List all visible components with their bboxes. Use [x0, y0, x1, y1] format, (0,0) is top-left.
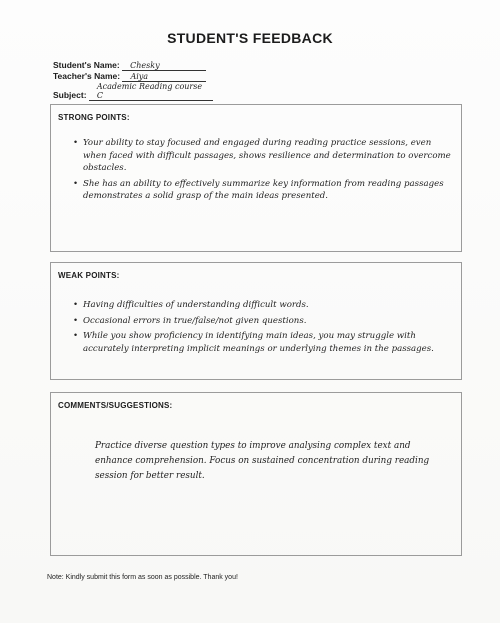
list-item: • Having difficulties of understanding difficult words.: [73, 299, 451, 312]
footer-note: Note: Kindly submit this form as soon as possible. Thank you!: [47, 574, 238, 581]
subject-row: [53, 82, 213, 101]
list-item: • While you show proficiency in identifying main ideas, you may struggle with accurately interpreting implicit meanings or underlying themes in the passages.: [73, 330, 451, 355]
teacher-name-value: Aiya: [122, 72, 206, 82]
strong-points-list: [73, 137, 451, 206]
form-title: STUDENT'S FEEDBACK: [167, 30, 333, 46]
weak-points-list: [73, 299, 451, 358]
student-name-value: Chesky: [122, 61, 206, 71]
comments-box: [50, 392, 462, 556]
teacher-name-row: [53, 71, 206, 82]
list-item: • Occasional errors in true/false/not given questions.: [73, 315, 451, 328]
strong-points-box: [50, 104, 462, 252]
list-item: • She has an ability to effectively summarize key information from reading passages demonstrates a solid grasp of the main ideas presented.: [73, 178, 451, 203]
comments-text: Practice diverse question types to improve analysing complex text and enhance comprehension. Focus on sustained concentration during reading session for better result.: [95, 441, 430, 481]
subject-label: Subject:: [53, 90, 87, 100]
strong-points-heading: STRONG POINTS:: [58, 113, 130, 122]
subject-value: Academic Reading course C: [89, 82, 213, 101]
student-name-label: Student's Name:: [53, 60, 120, 70]
student-name-row: [53, 60, 206, 71]
teacher-name-label: Teacher's Name:: [53, 71, 121, 81]
comments-heading: COMMENTS/SUGGESTIONS:: [58, 401, 173, 410]
list-item: • Your ability to stay focused and engaged during reading practice sessions, even when faced with difficult passages, shows resilience and determination to overcome obstacles.: [73, 137, 451, 175]
weak-points-heading: WEAK POINTS:: [58, 271, 120, 280]
weak-points-box: [50, 262, 462, 380]
